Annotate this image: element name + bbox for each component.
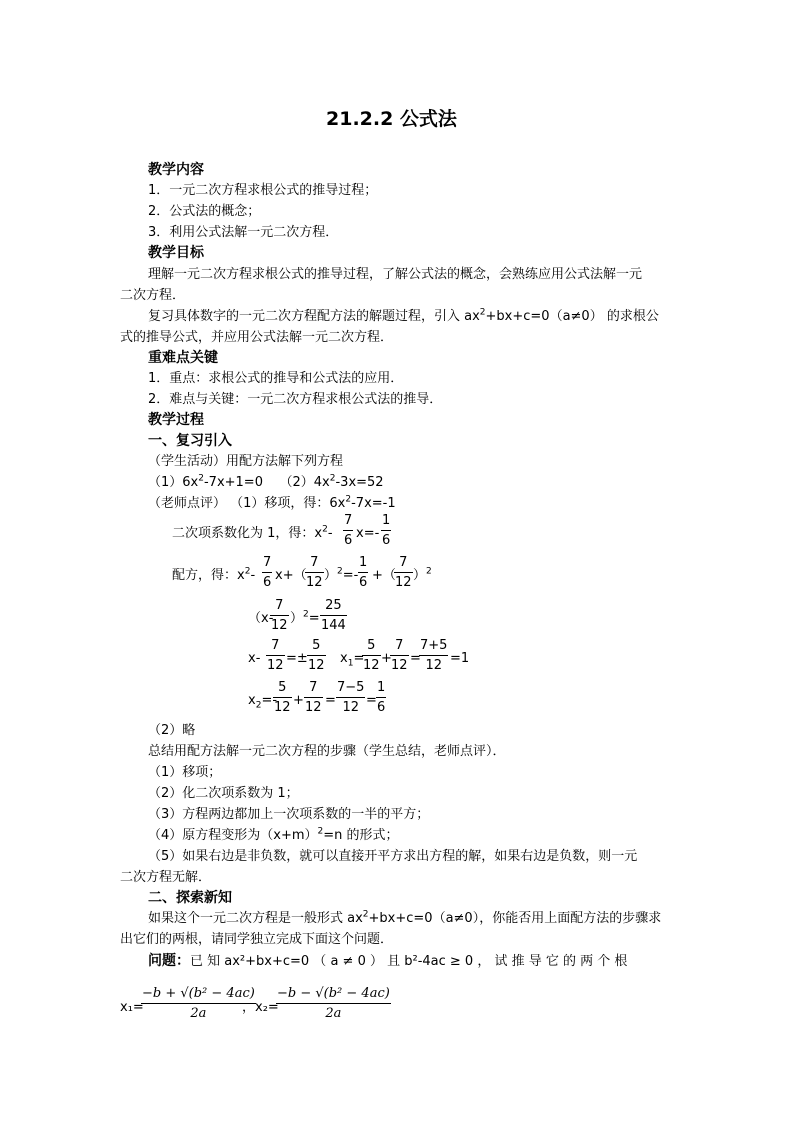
eq1-post: -7x+1=0 <box>203 475 263 490</box>
teacher-pre: （老师点评） （1）移项，得：6x <box>148 496 346 511</box>
problem-line <box>148 954 627 968</box>
content-item-1: 1．一元二次方程求根公式的推导过程； <box>148 183 378 198</box>
fraction-5-12-c: 5 12 <box>274 680 291 715</box>
fraction-7-6-b: 7 6 <box>263 555 272 590</box>
content-item-2: 2．公式法的概念； <box>148 204 261 219</box>
root-x2-denominator: 2a <box>325 1006 342 1021</box>
step1-line: 二次项系数化为 1，得：$x^2-$ <box>172 524 333 541</box>
explore-post: +bx+c=0（a≠0），你能否用上面配方法的步骤求 <box>368 911 662 926</box>
fraction-7-12-b: 7 12 <box>395 555 412 590</box>
goal-paragraph-2a: 复习具体数字的一元二次方程配方法的解题过程，引入 $ax^2+bx+c=0(a\ne 0)$ 的求根公 <box>148 307 659 324</box>
problem-text: 已 知 ax²+bx+c=0 （ a ≠ 0 ） 且 b²-4ac ≥ 0 ， 试 推 导 它 的 两 个 根 <box>190 954 628 969</box>
summary-step-1: （1）移项； <box>148 765 222 780</box>
fraction-7plus5-12: 7+5 12 <box>420 638 448 673</box>
step4-text-b: =± <box>286 651 308 666</box>
omit-line: （2）略 <box>148 723 196 738</box>
root-x1-numerator: −b + √(b² − 4ac) <box>142 986 255 1001</box>
s4-pre: （4）原方程变形为（x+m） <box>148 828 318 843</box>
step1-pre: 二次项系数化为 1，得：x <box>172 526 323 541</box>
summary-line: 总结用配方法解一元二次方程的步骤（学生总结，老师点评）． <box>148 744 506 759</box>
key-item-2: 2．难点与关键：一元二次方程求根公式法的推导． <box>148 392 443 407</box>
step5-plus: + <box>293 693 304 708</box>
goal-text-pre: 复习具体数字的一元二次方程配方法的解题过程，引入 ax <box>148 309 480 324</box>
eq2-post: -3x=52 <box>335 475 384 490</box>
step4-eq: = <box>410 651 421 666</box>
fraction-5-12: 5 12 <box>308 638 325 673</box>
step4-text-c: $x_1=$ <box>340 651 365 669</box>
fraction-7-12: 7 12 <box>306 555 323 590</box>
content-item-3: 3．利用公式法解一元二次方程． <box>148 225 339 240</box>
root-x2-fraction <box>276 987 391 1020</box>
page-title: 21.2.2 公式法 <box>326 108 457 130</box>
fraction-7minus5-12: 7−5 12 <box>337 680 365 715</box>
heading-content: 教学内容 <box>148 162 204 178</box>
heading-explore: 二、探索新知 <box>148 890 232 906</box>
fraction-25-144: 25 144 <box>321 598 346 633</box>
goal-text-post: +bx+c=0（a≠0） 的求根公 <box>485 309 659 324</box>
step3-text-b: ）$^2$= <box>290 609 320 626</box>
step2-text-d: ）$^2$ <box>413 566 432 583</box>
teacher-post: -7x=-1 <box>351 496 396 511</box>
fraction-1-6-c: 1 6 <box>377 680 386 715</box>
step5-text-a: $x_2=-$ <box>248 693 278 711</box>
goal-paragraph-2b: 式的推导公式，并应用公式法解一元二次方程． <box>120 330 394 345</box>
root-x1-fraction <box>141 987 256 1020</box>
root-x2-numerator: −b − √(b² − 4ac) <box>277 986 390 1001</box>
root-x1-label: x₁= <box>120 1000 144 1015</box>
equations-line: $(1)6x^2-7x+1=0$ $(2)4x^2-3x=52$ <box>148 473 384 490</box>
step4-plus: + <box>381 651 392 666</box>
step2-text-c: +（ <box>372 568 396 583</box>
activity-line: （学生活动）用配方法解下列方程 <box>148 454 344 469</box>
fraction-1-6-b: 1 6 <box>359 555 368 590</box>
step5-eq2: = <box>366 693 377 708</box>
explore-paragraph-1: 如果这个一元二次方程是一般形式 $ax^2+bx+c=0(a\ne 0)$，你能否用上面配方法的步骤求 <box>148 909 662 926</box>
step4-result: =1 <box>450 651 470 666</box>
step3-text-a: （x- <box>248 611 274 626</box>
step5-eq: = <box>325 693 336 708</box>
summary-step-4: （4）原方程变形为$(x+m)^2=n$ 的形式； <box>148 826 399 843</box>
summary-step-5b: 二次方程无解． <box>120 870 212 885</box>
step2-line: 配方，得：$x^2-$ <box>172 566 256 583</box>
goal-paragraph-1b: 二次方程． <box>120 288 186 303</box>
teacher-comment: （老师点评） （1）移项，得：$6x^2-7x=-1$ <box>148 494 396 511</box>
step2-text-b: ）$^2$=- <box>324 566 359 583</box>
heading-review: 一、复习引入 <box>148 433 232 449</box>
explore-pre: 如果这个一元二次方程是一般形式 ax <box>148 911 363 926</box>
step4-text-a: x- <box>248 651 261 666</box>
root-x1-denominator: 2a <box>190 1006 207 1021</box>
eq1-pre: （1）6x <box>148 475 199 490</box>
fraction-7-12-c: 7 12 <box>271 598 288 633</box>
fraction-7-6: 7 6 <box>344 513 353 548</box>
summary-step-5a: （5）如果右边是非负数，就可以直接开平方求出方程的解，如果右边是负数，则一元 <box>148 849 638 864</box>
root-x2-label: ，x₂= <box>242 1000 279 1015</box>
step2-pre: 配方，得：x <box>172 568 245 583</box>
summary-step-3: （3）方程两边都加上一次项系数的一半的平方； <box>148 807 430 822</box>
fraction-5-12-b: 5 12 <box>363 638 380 673</box>
eq2-pre: （2）4x <box>279 475 330 490</box>
explore-paragraph-2: 出它们的两根，请同学独立完成下面这个问题． <box>120 932 394 947</box>
s4-post: =n 的形式； <box>323 828 399 843</box>
heading-goal: 教学目标 <box>148 245 204 261</box>
heading-key: 重难点关键 <box>148 350 218 366</box>
summary-step-2: （2）化二次项系数为 1； <box>148 786 299 801</box>
fraction-7-12-f: 7 12 <box>305 680 322 715</box>
key-item-1: 1．重点：求根公式的推导和公式法的应用． <box>148 371 404 386</box>
step2-text-a: x+（ <box>275 568 307 583</box>
fraction-7-12-d: 7 12 <box>267 638 284 673</box>
goal-paragraph-1a: 理解一元二次方程求根公式的推导过程，了解公式法的概念，会熟练应用公式法解一元 <box>148 267 643 282</box>
fraction-7-12-e: 7 12 <box>391 638 408 673</box>
fraction-1-6: 1 6 <box>382 513 391 548</box>
step1-mid: x=- <box>356 526 380 541</box>
heading-process: 教学过程 <box>148 412 204 428</box>
problem-label: 问题： <box>148 953 190 969</box>
